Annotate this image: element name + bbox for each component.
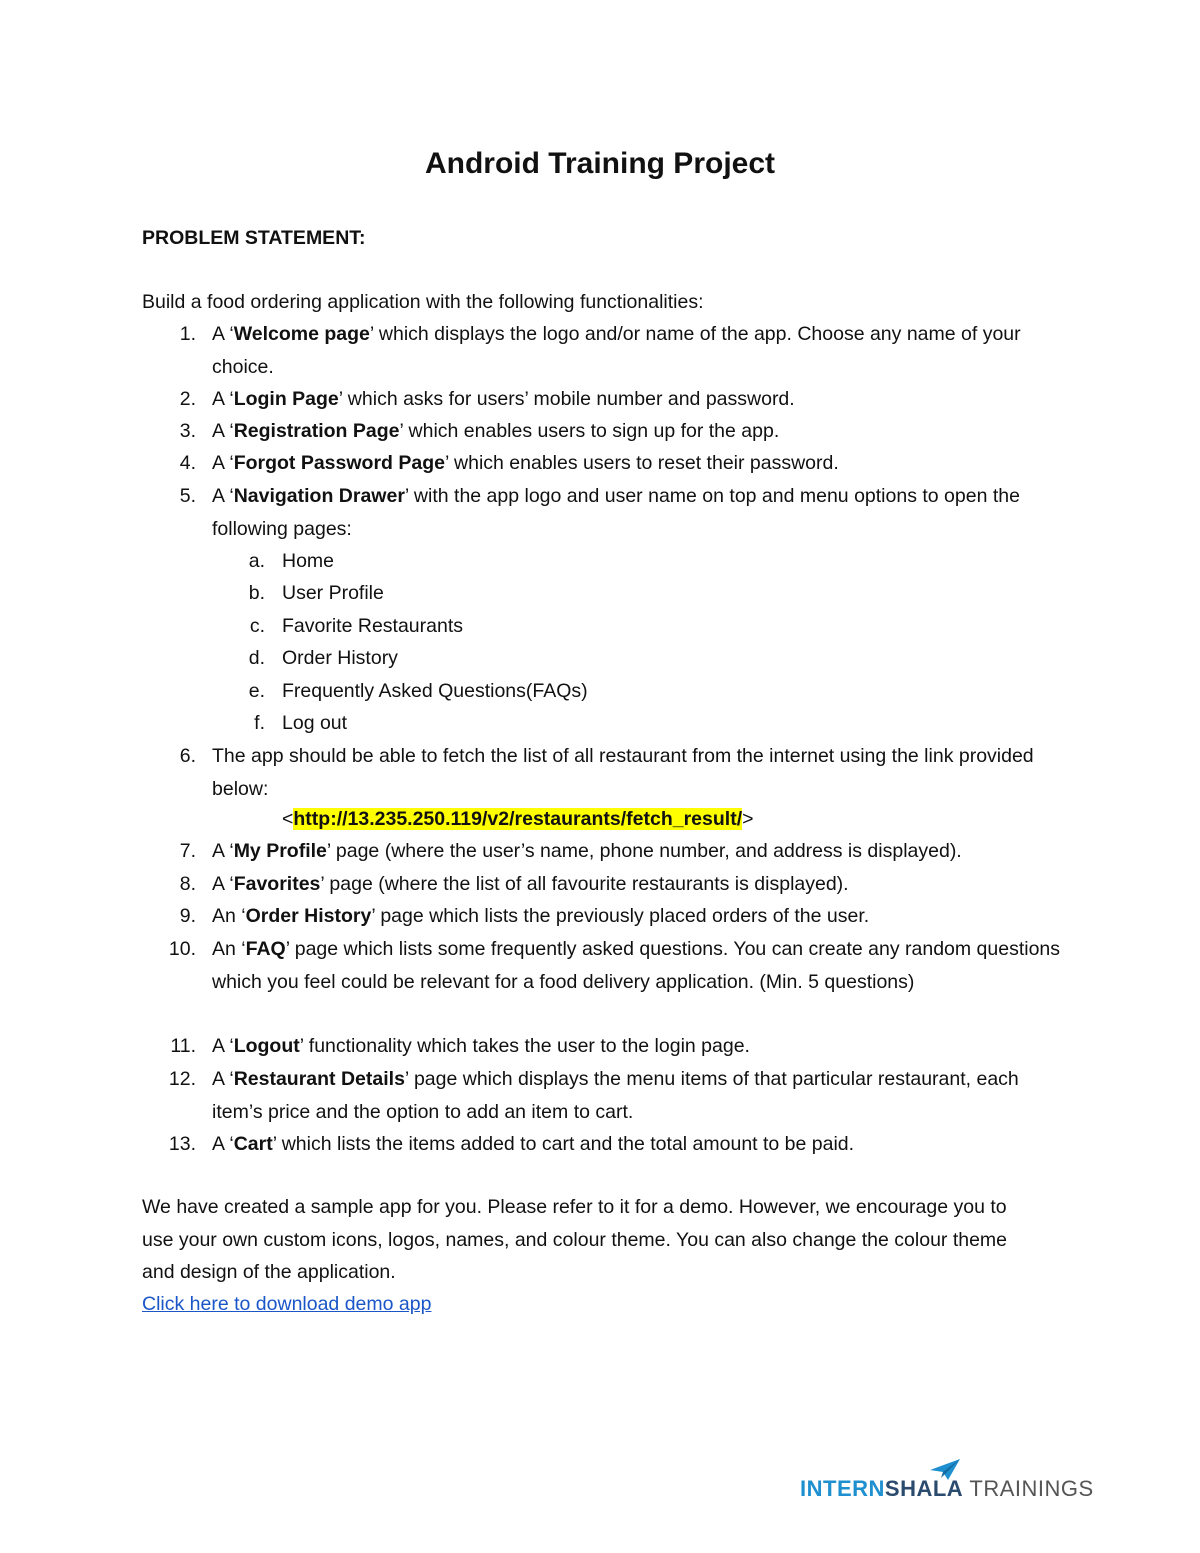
internshala-trainings-logo	[800, 1458, 1094, 1508]
list-number: 10.	[168, 938, 196, 960]
list-number: 6.	[179, 745, 196, 767]
list-number: 5.	[179, 485, 196, 507]
list-number: 13.	[168, 1133, 196, 1155]
item-pre: A ‘	[212, 873, 234, 895]
item-post: ’ which enables users to sign up for the app.	[399, 420, 780, 442]
item-title: Welcome page	[233, 323, 370, 345]
item-post: ’ page (where the user’s name, phone number, and address is displayed).	[326, 840, 962, 862]
item-title: Restaurant Details	[233, 1068, 405, 1090]
item-post: ’ which displays the logo and/or name of the app. Choose any name of your choice.	[212, 323, 1021, 378]
sub-letter: c.	[249, 615, 265, 637]
url-open-bracket: <	[282, 808, 294, 830]
section-heading: PROBLEM STATEMENT:	[142, 227, 366, 249]
item-title: Login Page	[233, 388, 339, 410]
list-number: 4.	[179, 452, 196, 474]
api-url-line	[282, 803, 754, 836]
item-post: ’ which enables users to reset their password.	[444, 452, 839, 474]
item-pre: A ‘	[212, 485, 234, 507]
sub-label: Favorite Restaurants	[282, 615, 463, 637]
item-title: Order History	[245, 905, 372, 927]
list-number: 12.	[168, 1068, 196, 1090]
item-pre: A ‘	[212, 452, 234, 474]
item-post: ’ page which lists the previously placed orders of the user.	[371, 905, 870, 927]
item-title: Registration Page	[233, 420, 400, 442]
item-title: FAQ	[245, 938, 286, 960]
item-pre: A ‘	[212, 1068, 234, 1090]
sub-label: Log out	[282, 712, 348, 734]
sub-letter: b.	[248, 582, 265, 604]
item-pre: An ‘	[212, 905, 246, 927]
item-post: ’ with the app logo and user name on top and menu options to open the following pages:	[212, 485, 1020, 540]
logo-trainings: TRAININGS	[963, 1476, 1094, 1501]
item-post: ’ which asks for users’ mobile number and password.	[338, 388, 795, 410]
item-title: Favorites	[233, 873, 321, 895]
sub-letter: d.	[248, 647, 265, 669]
url-close-bracket: >	[742, 808, 754, 830]
list-number: 8.	[179, 873, 196, 895]
api-url: http://13.235.250.119/v2/restaurants/fetch_result/	[293, 808, 743, 830]
item-text: The app should be able to fetch the list of all restaurant from the internet using the link provided below:	[212, 745, 1034, 800]
list-number: 2.	[179, 388, 196, 410]
item-post: ’ page which displays the menu items of that particular restaurant, each item’s price and the option to add an item to cart.	[212, 1068, 1019, 1123]
item-post: ’ page (where the list of all favourite restaurants is displayed).	[320, 873, 849, 895]
sub-letter: f.	[254, 712, 265, 734]
item-post: ’ page which lists some frequently asked questions. You can create any random questions which you feel could be relevant for a food delivery application. (Min. 5 questions)	[212, 938, 1061, 993]
item-pre: A ‘	[212, 420, 234, 442]
item-pre: A ‘	[212, 840, 234, 862]
item-title: My Profile	[233, 840, 327, 862]
item-post: ’ functionality which takes the user to the login page.	[299, 1035, 750, 1057]
intro-text: Build a food ordering application with the following functionalities:	[142, 291, 704, 313]
list-number: 9.	[179, 905, 196, 927]
logo-shala: SHALA	[884, 1476, 964, 1501]
list-number: 1.	[179, 323, 196, 345]
sub-letter: a.	[248, 550, 265, 572]
item-pre: A ‘	[212, 388, 234, 410]
sub-letter: e.	[248, 680, 265, 702]
closing-paragraph: We have created a sample app for you. Please refer to it for a demo. However, we encourage you to use your own custom icons, logos, names, and colour theme. You can also change the colour theme and design of the application.	[142, 1196, 1008, 1283]
logo-intern: INTERN	[800, 1476, 885, 1501]
sub-label: Order History	[282, 647, 398, 669]
sub-label: Frequently Asked Questions(FAQs)	[282, 680, 588, 702]
item-pre: A ‘	[212, 1133, 234, 1155]
item-title: Logout	[233, 1035, 300, 1057]
item-pre: An ‘	[212, 938, 246, 960]
list-number: 7.	[179, 840, 196, 862]
list-number: 11.	[170, 1035, 196, 1057]
list-number: 3.	[179, 420, 196, 442]
item-pre: A ‘	[212, 323, 234, 345]
item-pre: A ‘	[212, 1035, 234, 1057]
item-title: Cart	[233, 1133, 273, 1155]
sub-label: User Profile	[282, 582, 384, 604]
item-title: Navigation Drawer	[233, 485, 405, 507]
page-title: Android Training Project	[424, 147, 776, 180]
download-demo-link[interactable]: Click here to download demo app	[142, 1293, 432, 1315]
sub-label: Home	[282, 550, 335, 572]
item-post: ’ which lists the items added to cart and the total amount to be paid.	[272, 1133, 855, 1155]
item-title: Forgot Password Page	[233, 452, 445, 474]
